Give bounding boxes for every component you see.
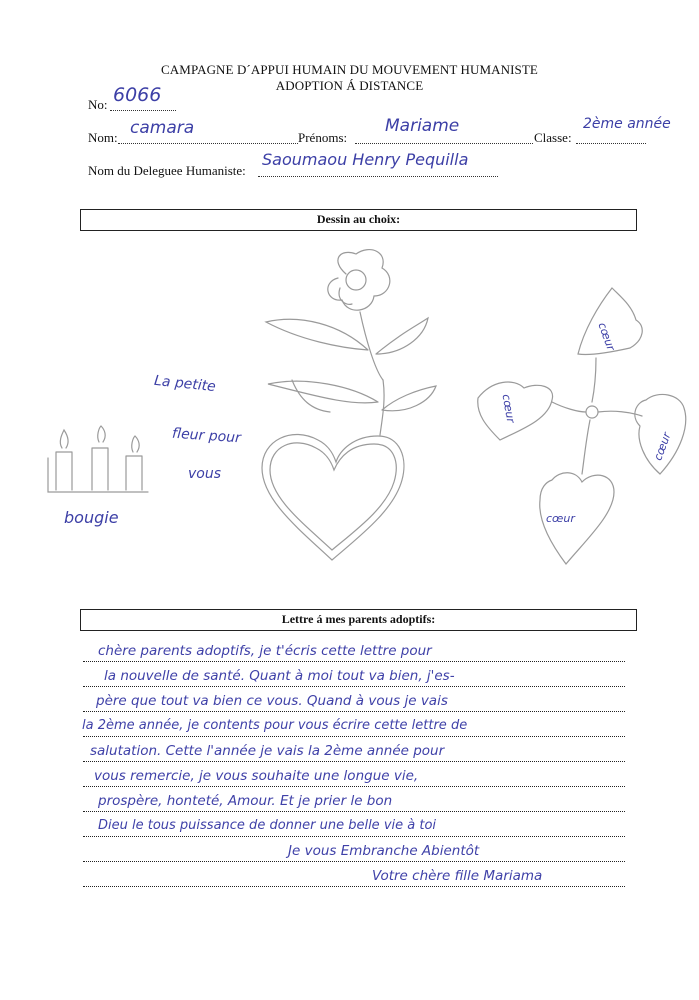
campaign-subtitle: ADOPTION Á DISTANCE xyxy=(275,78,424,93)
letter-line: vous remercie, je vous souhaite une longue vie, xyxy=(94,768,419,784)
heart-label-bottom: cœur xyxy=(546,512,575,525)
heart-label-right: cœur xyxy=(651,430,674,463)
heart-label-left: cœur xyxy=(499,393,518,424)
letter-rule xyxy=(83,886,625,887)
campaign-title: CAMPAGNE D´APPUI HUMAIN DU MOUVEMENT HUMANISTE xyxy=(161,62,538,77)
drawing-section-title: Dessin au choix: xyxy=(80,209,637,231)
nom-label: Nom: xyxy=(88,130,118,145)
prenoms-label: Prénoms: xyxy=(298,130,348,145)
letter-line: salutation. Cette l'année je vais la 2ème année pour xyxy=(90,743,445,759)
letter-rule xyxy=(83,786,625,787)
letter-closing: Je vous Embranche Abientôt xyxy=(288,843,480,859)
classe-value: 2ème année xyxy=(583,116,671,132)
letter-line: la 2ème année, je contents pour vous écrire cette lettre de xyxy=(82,718,468,733)
caption-line-3: vous xyxy=(188,466,222,482)
letter-rule xyxy=(83,836,625,837)
letter-line: prospère, honteté, Amour. Et je prier le bon xyxy=(98,793,393,809)
caption-line-2: fleur pour xyxy=(171,425,242,447)
bougie-label: bougie xyxy=(64,508,119,527)
delegue-value: Saoumaou Henry Pequilla xyxy=(262,150,469,169)
delegue-label: Nom du Deleguee Humaniste: xyxy=(88,163,246,178)
caption-line-1: La petite xyxy=(153,372,217,396)
letter-rule xyxy=(83,761,625,762)
hearts-drawing xyxy=(478,288,686,564)
nom-value: camara xyxy=(130,118,195,138)
flower-drawing xyxy=(266,250,436,435)
no-label: No: xyxy=(88,97,108,112)
letter-rule xyxy=(83,661,625,662)
letter-line: Dieu le tous puissance de donner une belle vie à toi xyxy=(98,818,437,833)
letter-line: chère parents adoptifs, je t'écris cette lettre pour xyxy=(98,643,432,659)
candles-drawing xyxy=(48,426,148,492)
letter-signature: Votre chère fille Mariama xyxy=(372,868,543,884)
no-value: 6066 xyxy=(113,84,162,106)
letter-rule xyxy=(83,811,625,812)
classe-field xyxy=(576,130,646,144)
letter-line: la nouvelle de santé. Quant à moi tout va bien, j'es- xyxy=(104,668,455,684)
letter-section-title: Lettre á mes parents adoptifs: xyxy=(80,609,637,631)
letter-rule xyxy=(83,861,625,862)
heart-label-top: cœur xyxy=(595,320,618,353)
prenoms-value: Mariame xyxy=(385,116,460,136)
letter-rule xyxy=(83,686,625,687)
child-drawing xyxy=(0,230,699,590)
letter-rule xyxy=(83,736,625,737)
letter-line: père que tout va bien ce vous. Quand à vous je vais xyxy=(96,693,448,709)
classe-label: Classe: xyxy=(534,130,572,145)
big-heart-drawing xyxy=(262,435,404,560)
letter-rule xyxy=(83,711,625,712)
